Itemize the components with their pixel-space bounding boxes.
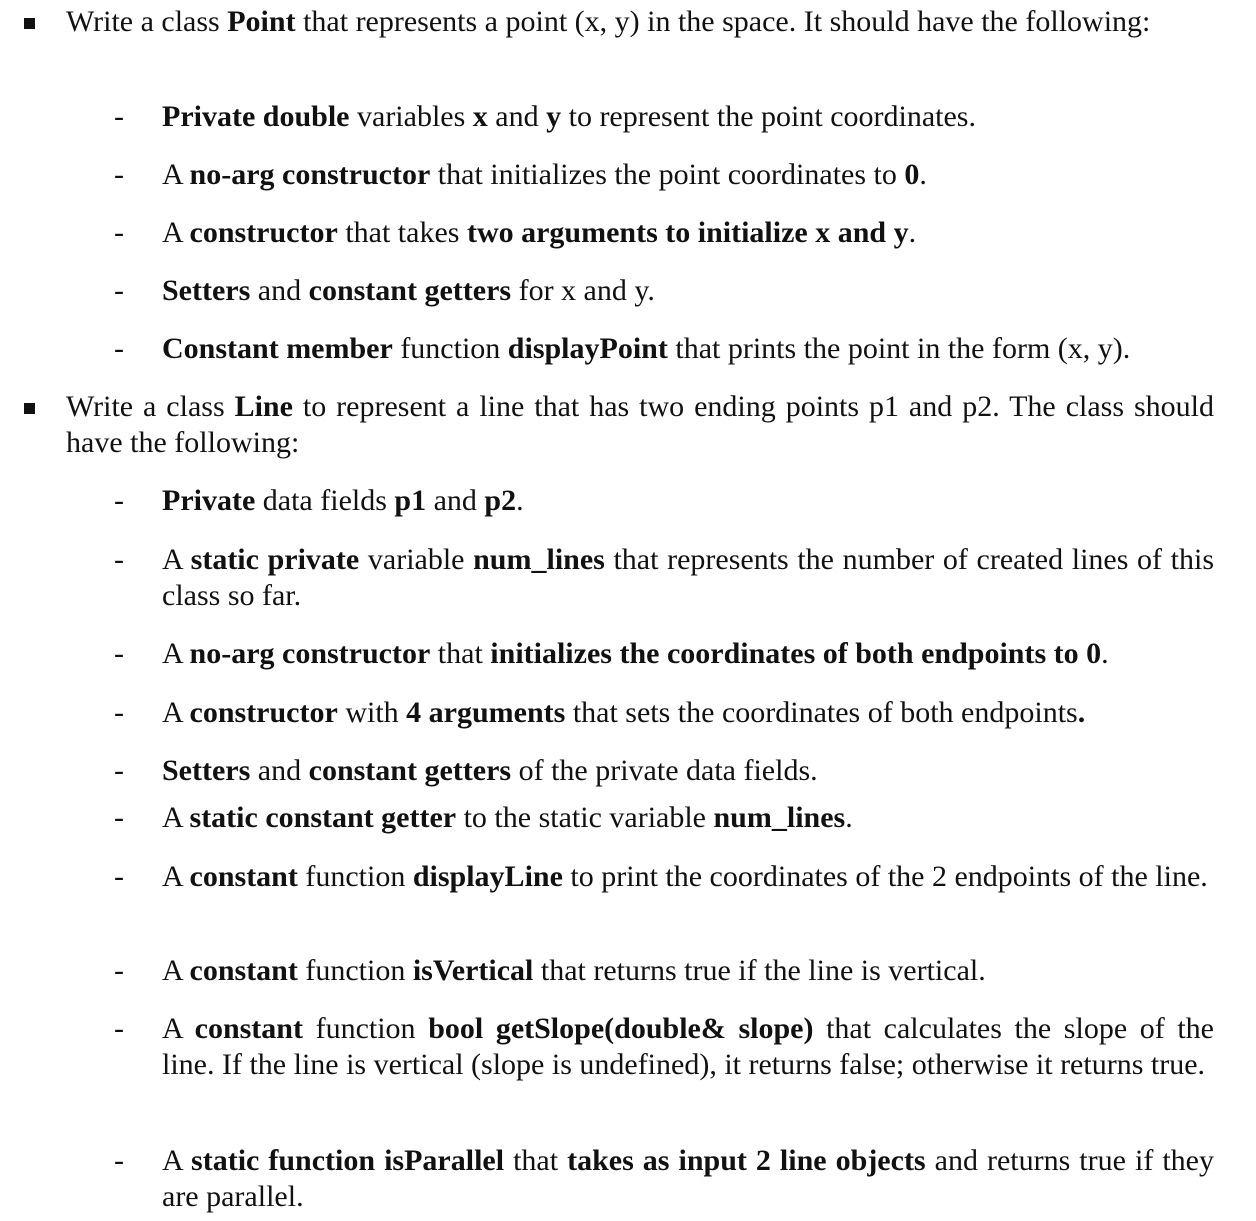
bold-text-run: displayPoint xyxy=(507,332,668,365)
bold-text-run: constructor xyxy=(189,696,338,729)
text-run: to represent the point coordinates. xyxy=(561,100,976,133)
item-text xyxy=(162,215,1214,251)
text-run: to represent a line that has two ending points p1 and p2. The class should have the following: xyxy=(66,390,1214,459)
text-run: that represents the number of created lines of this class so far. xyxy=(162,543,1215,612)
text-run: that sets the coordinates of both endpoints xyxy=(565,696,1078,729)
text-run: that returns true if the line is vertical. xyxy=(533,954,986,987)
dash-bullet-icon: - xyxy=(114,100,124,133)
dash-bullet-icon: - xyxy=(114,216,124,249)
dash-bullet-icon: - xyxy=(114,637,124,670)
text-run: to the static variable xyxy=(456,801,714,834)
dash-bullet-icon: - xyxy=(114,1144,124,1177)
square-bullet-icon xyxy=(24,403,35,414)
bold-text-run: static function isParallel xyxy=(191,1144,505,1177)
text-run: Write a class xyxy=(66,5,228,38)
text-run: that calculates the slope of the line. If the line is vertical (slope is undefined), it returns false; otherwise it returns true. xyxy=(162,1012,1215,1081)
bold-text-run: initializes the coordinates of both endpoints to 0 xyxy=(490,637,1102,670)
text-run: A xyxy=(162,543,191,576)
bold-text-run: no-arg constructor xyxy=(189,637,431,670)
item-text xyxy=(162,695,1214,731)
text-run: function xyxy=(302,1012,429,1045)
bold-text-run: y xyxy=(546,100,562,133)
text-run: data fields xyxy=(255,484,395,517)
bold-text-run: static constant getter xyxy=(189,801,457,834)
dash-bullet-icon: - xyxy=(114,543,124,576)
bold-text-run: Line xyxy=(234,390,293,423)
text-run: of the private data fields. xyxy=(511,754,818,787)
bold-text-run: constructor xyxy=(189,216,338,249)
text-run: and xyxy=(487,100,547,133)
dash-bullet-icon: - xyxy=(114,954,124,987)
bold-text-run: bool getSlope(double& slope) xyxy=(428,1012,814,1045)
section-intro xyxy=(66,389,1214,461)
item-text xyxy=(162,953,1214,989)
bold-text-run: x xyxy=(472,100,488,133)
bold-text-run: Private xyxy=(162,484,256,517)
text-run: . xyxy=(516,484,524,517)
text-run: A xyxy=(162,1144,192,1177)
text-run: and xyxy=(250,754,309,787)
text-run: function xyxy=(297,954,413,987)
text-run: A xyxy=(162,954,190,987)
text-run: Write a class xyxy=(66,390,235,423)
text-run: that xyxy=(430,637,491,670)
item-text xyxy=(162,636,1214,672)
bold-text-run: constant xyxy=(189,860,298,893)
dash-bullet-icon: - xyxy=(114,754,124,787)
dash-bullet-icon: - xyxy=(114,801,124,834)
text-run: and xyxy=(426,484,485,517)
text-run: that prints the point in the form (x, y). xyxy=(667,332,1131,365)
bold-text-run: Private double xyxy=(162,100,350,133)
bold-text-run: Point xyxy=(227,5,296,38)
item-text xyxy=(162,753,1214,789)
bold-text-run: isVertical xyxy=(412,954,534,987)
bold-text-run: 0 xyxy=(904,158,920,191)
text-run: that represents a point (x, y) in the space. It should have the following: xyxy=(295,5,1151,38)
text-run: variables xyxy=(349,100,473,133)
dash-bullet-icon: - xyxy=(114,158,124,191)
text-run: A xyxy=(162,158,190,191)
bold-text-run: static private xyxy=(190,543,360,576)
item-text xyxy=(162,331,1214,367)
text-run: A xyxy=(162,1012,195,1045)
text-run: A xyxy=(162,801,190,834)
text-run: A xyxy=(162,637,190,670)
bold-text-run: two arguments to initialize x and y xyxy=(466,216,909,249)
bold-text-run: 4 arguments xyxy=(406,696,566,729)
text-run: variable xyxy=(359,543,474,576)
bold-text-run: displayLine xyxy=(412,860,563,893)
section-intro xyxy=(66,4,1214,40)
text-run: for x and y. xyxy=(511,274,655,307)
text-run: that takes xyxy=(337,216,467,249)
item-text xyxy=(162,859,1214,895)
text-run: function xyxy=(392,332,508,365)
bold-text-run: constant getters xyxy=(308,754,512,787)
item-text xyxy=(162,157,1214,193)
text-run: A xyxy=(162,696,190,729)
bold-text-run: Setters xyxy=(162,274,251,307)
item-text xyxy=(162,800,1214,836)
text-run: . xyxy=(845,801,853,834)
text-run: . xyxy=(908,216,917,249)
bold-text-run: . xyxy=(1077,696,1086,729)
dash-bullet-icon: - xyxy=(114,274,124,307)
item-text xyxy=(162,99,1214,135)
text-run: to print the coordinates of the 2 endpoints of the line. xyxy=(562,860,1208,893)
bold-text-run: takes as input 2 line objects xyxy=(567,1144,926,1177)
item-text xyxy=(162,483,1214,519)
bold-text-run: p2 xyxy=(484,484,517,517)
dash-bullet-icon: - xyxy=(114,484,124,517)
item-text xyxy=(162,1011,1214,1083)
bold-text-run: constant xyxy=(189,954,298,987)
bold-text-run: no-arg constructor xyxy=(189,158,431,191)
item-text xyxy=(162,273,1214,309)
dash-bullet-icon: - xyxy=(114,860,124,893)
text-run: that initializes the point coordinates to xyxy=(430,158,905,191)
item-text xyxy=(162,1143,1214,1215)
text-run: function xyxy=(297,860,413,893)
text-run: . xyxy=(1101,637,1109,670)
bold-text-run: p1 xyxy=(394,484,427,517)
bold-text-run: num_lines xyxy=(473,543,605,576)
dash-bullet-icon: - xyxy=(114,696,124,729)
item-text xyxy=(162,542,1214,614)
text-run: and xyxy=(250,274,309,307)
text-run: and returns true if they are parallel. xyxy=(162,1144,1214,1213)
text-run: A xyxy=(162,216,190,249)
dash-bullet-icon: - xyxy=(114,332,124,365)
bold-text-run: num_lines xyxy=(713,801,846,834)
bold-text-run: Setters xyxy=(162,754,251,787)
dash-bullet-icon: - xyxy=(114,1012,124,1045)
bold-text-run: constant xyxy=(194,1012,303,1045)
bold-text-run: Constant member xyxy=(162,332,393,365)
square-bullet-icon xyxy=(24,18,35,29)
text-run: with xyxy=(337,696,407,729)
text-run: A xyxy=(162,860,190,893)
text-run: . xyxy=(919,158,927,191)
text-run: that xyxy=(504,1144,568,1177)
bold-text-run: constant getters xyxy=(308,274,512,307)
